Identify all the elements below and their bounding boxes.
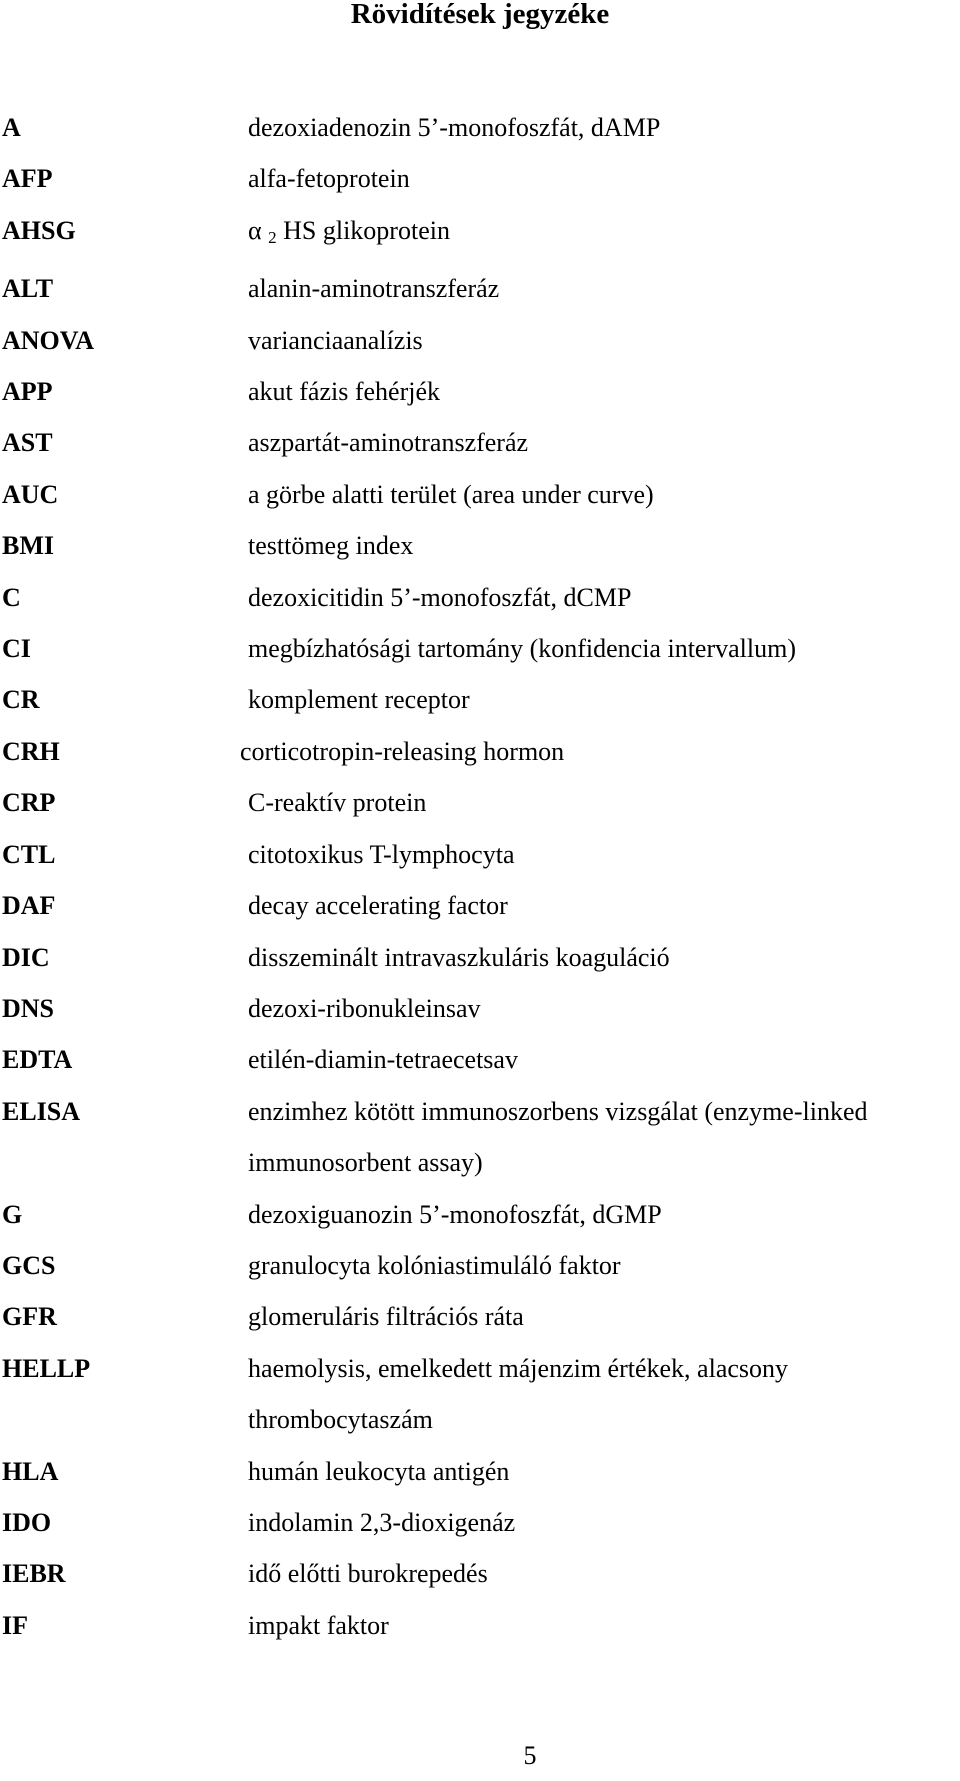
abbreviation: G [2, 1199, 23, 1229]
list-item [0, 572, 960, 623]
abbreviation: BMI [2, 531, 54, 561]
definition-line-1: enzimhez kötött immunoszorbens vizsgálat (enzyme-linked [248, 1096, 868, 1126]
abbreviation: GCS [2, 1250, 56, 1280]
definition: disszeminált intravaszkuláris koaguláció [248, 942, 670, 972]
definition-line-2: immunosorbent assay) [248, 1148, 483, 1178]
list-item [0, 417, 960, 468]
definition [248, 205, 960, 263]
list-item [0, 726, 960, 777]
abbreviation: ALT [2, 274, 54, 304]
definition: idő előtti burokrepedés [248, 1559, 488, 1589]
abbreviation: DNS [2, 993, 55, 1023]
list-item [0, 263, 960, 314]
definition: aszpartát-aminotranszferáz [248, 428, 529, 458]
abbreviation: CI [2, 634, 31, 664]
definition: dezoxiadenozin 5’-monofoszfát, dAMP [248, 113, 661, 142]
abbreviation: CR [2, 685, 40, 715]
abbreviation: ANOVA [2, 325, 94, 355]
definition: citotoxikus T-lymphocyta [248, 839, 515, 869]
definition-line-2: thrombocytaszám [248, 1405, 433, 1435]
list-item [0, 983, 960, 1034]
definition: glomeruláris filtrációs ráta [248, 1302, 524, 1332]
list-item [0, 1189, 960, 1240]
abbreviation-list [0, 102, 960, 1651]
list-item [0, 1600, 960, 1651]
abbreviation: AUC [2, 479, 59, 509]
abbreviation: APP [2, 377, 53, 407]
definition: komplement receptor [248, 685, 470, 715]
abbreviation: AST [2, 428, 53, 458]
abbreviation: GFR [2, 1302, 57, 1332]
abbreviation: DIC [2, 942, 50, 972]
list-item [0, 829, 960, 880]
definition: dezoxiguanozin 5’-monofoszfát, dGMP [248, 1199, 662, 1229]
list-item [0, 880, 960, 931]
abbreviation: CRH [2, 736, 60, 766]
abbreviation: HLA [2, 1456, 59, 1486]
definition: granulocyta kolóniastimuláló faktor [248, 1250, 621, 1280]
list-item [0, 469, 960, 520]
abbreviation: IDO [2, 1507, 52, 1537]
definition: indolamin 2,3-dioxigenáz [248, 1507, 516, 1537]
list-item [0, 102, 960, 153]
abbreviation: EDTA [2, 1045, 73, 1075]
list-item [0, 1034, 960, 1085]
list-item [0, 366, 960, 417]
definition: alanin-aminotranszferáz [248, 274, 500, 304]
definition-greek-letter: α [248, 215, 262, 245]
definition-subscript: 2 [268, 227, 277, 247]
definition [248, 1086, 960, 1189]
definition: impakt faktor [248, 1610, 389, 1640]
list-item [0, 205, 960, 263]
abbreviation: HELLP [2, 1353, 91, 1383]
list-item [0, 520, 960, 571]
definition: etilén-diamin-tetraecetsav [248, 1045, 518, 1075]
abbreviation: AHSG [2, 215, 76, 245]
definition: alfa-fetoprotein [248, 164, 410, 194]
abbreviation: C [2, 582, 21, 612]
definition: a görbe alatti terület (area under curve) [248, 479, 654, 509]
definition: C-reaktív protein [248, 788, 427, 818]
list-item [0, 777, 960, 828]
list-item [0, 153, 960, 204]
list-item [0, 1446, 960, 1497]
abbreviation: CRP [2, 788, 56, 818]
abbreviation: ELISA [2, 1096, 81, 1126]
list-item [0, 1497, 960, 1548]
abbreviation: CTL [2, 839, 56, 869]
list-item [0, 315, 960, 366]
definition: decay accelerating factor [248, 891, 508, 921]
list-item [0, 674, 960, 725]
definition: megbízhatósági tartomány (konfidencia intervallum) [248, 634, 796, 664]
list-item [0, 623, 960, 674]
list-item [0, 1240, 960, 1291]
definition-text: HS glikoprotein [283, 215, 450, 245]
definition-line-1: haemolysis, emelkedett májenzim értékek, alacsony [248, 1353, 789, 1383]
definition: dezoxicitidin 5’-monofoszfát, dCMP [248, 582, 632, 612]
definition: varianciaanalízis [248, 325, 423, 355]
page-number: 5 [523, 1741, 537, 1770]
abbreviation: IF [2, 1610, 28, 1640]
definition: testtömeg index [248, 531, 414, 561]
definition: akut fázis fehérjék [248, 377, 441, 407]
list-item [0, 1291, 960, 1342]
list-item [0, 932, 960, 983]
list-item [0, 1343, 960, 1446]
page-title: Rövidítések jegyzéke [350, 0, 610, 30]
abbreviation: IEBR [2, 1559, 66, 1589]
abbreviation: AFP [2, 164, 53, 194]
definition: corticotropin-releasing hormon [240, 736, 565, 766]
definition: dezoxi-ribonukleinsav [248, 993, 481, 1023]
definition: humán leukocyta antigén [248, 1456, 510, 1486]
abbreviation: A [2, 113, 21, 142]
definition [248, 1343, 960, 1446]
list-item [0, 1548, 960, 1599]
list-item [0, 1086, 960, 1189]
abbreviation: DAF [2, 891, 56, 921]
